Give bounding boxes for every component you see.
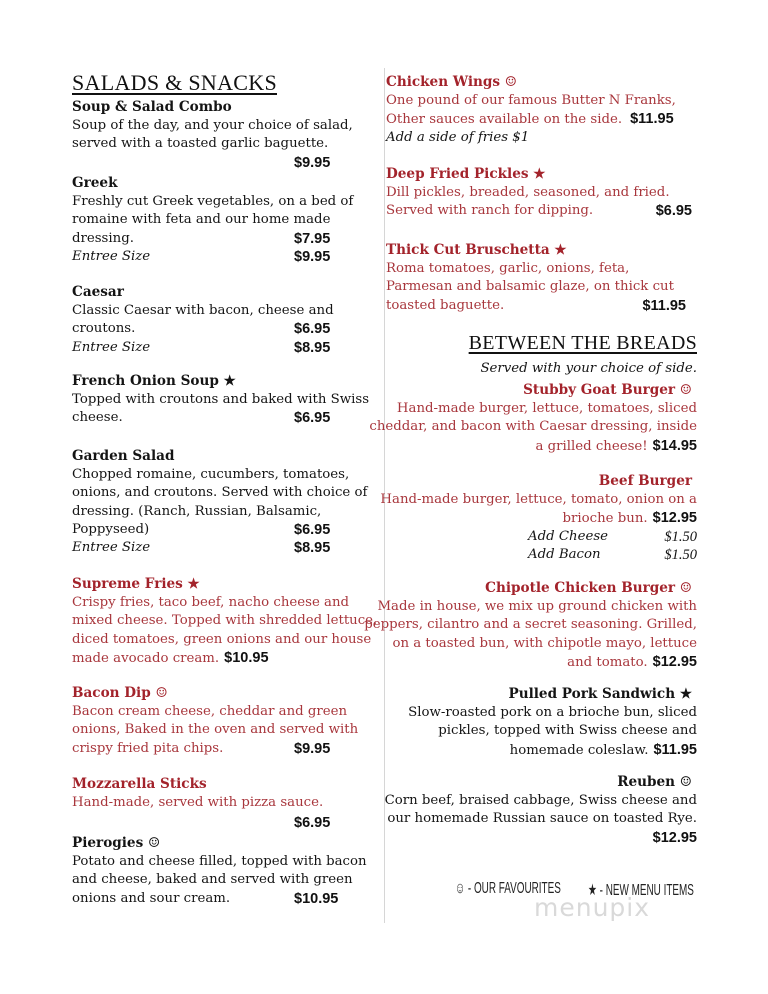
menu-item-description: cheddar, and bacon with Caesar dressing, inside	[369, 419, 697, 435]
menu-item-line	[397, 400, 697, 418]
menu-item-name: Reuben ☺	[617, 774, 692, 790]
menu-item-name: Pulled Pork Sandwich ★	[508, 686, 692, 702]
menu-item-name: Chipotle Chicken Burger ☺	[485, 580, 692, 596]
menu-item-description: Entree Size	[72, 248, 151, 264]
menu-item-line	[72, 721, 358, 739]
menu-item-description: Soup of the day, and your choice of salad,	[72, 118, 353, 133]
menu-item-description: Made in house, we mix up ground chicken with	[377, 599, 697, 614]
menu-item-line	[72, 539, 150, 557]
menu-item-description: Entree Size	[72, 339, 151, 355]
menu-item-name: Supreme Fries ★	[72, 576, 200, 592]
menu-item-description: Hand-made burger, lettuce, tomatoes, sliced	[396, 401, 697, 416]
menu-item-line	[72, 871, 353, 889]
menu-item-description: onions and sour cream.	[72, 890, 231, 906]
menu-item-line	[438, 722, 697, 740]
menu-item-description: croutons.	[72, 321, 136, 337]
menu-item-line	[386, 260, 629, 278]
menu-item-price: $8.95	[294, 339, 331, 356]
menu-item-line	[653, 829, 697, 847]
menu-item-line	[387, 810, 697, 828]
menu-item-description: a grilled cheese!	[535, 438, 648, 454]
menu-item-line	[567, 653, 697, 671]
menu-item-description: and tomato.	[567, 654, 648, 670]
menu-item-line	[386, 202, 593, 220]
menu-item-description: Hand-made, served with pizza sauce.	[72, 795, 324, 810]
menu-item-line	[510, 741, 697, 759]
menu-item-price: $10.95	[224, 649, 269, 666]
menu-item-description: cheese.	[72, 410, 123, 426]
menu-item-price: $6.95	[294, 321, 331, 338]
menu-item-description: Classic Caesar with bacon, cheese and	[72, 303, 334, 318]
menu-item-line	[385, 792, 697, 810]
menu-item-description: Potato and cheese filled, topped with bacon	[72, 854, 367, 869]
menu-item-line	[72, 703, 347, 721]
menu-item-line	[72, 320, 135, 338]
menu-item-price: $9.95	[294, 248, 331, 265]
menu-item-line	[72, 248, 150, 266]
menu-item-description: Roma tomatoes, garlic, onions, feta,	[386, 261, 630, 276]
menu-item-line	[72, 794, 323, 812]
menu-item-line	[72, 890, 230, 908]
menu-item-description: Topped with croutons and baked with Swiss	[72, 392, 370, 407]
menu-item-description: Freshly cut Greek vegetables, on a bed of	[72, 194, 354, 209]
section-title-salads-snacks: SALADS & SNACKS	[72, 70, 277, 95]
menu-item-line	[392, 635, 697, 653]
menu-item-description: Dill pickles, breaded, seasoned, and fried.	[386, 185, 670, 200]
menu-item-description: homemade coleslaw.	[509, 742, 649, 758]
menu-item-description: One pound of our famous Butter N Franks,	[386, 93, 676, 108]
menu-item-line	[380, 491, 697, 509]
menu-item-description: pickles, topped with Swiss cheese and	[438, 723, 697, 739]
menu-item-description: mixed cheese. Topped with shredded lettuce,	[72, 613, 378, 629]
menu-item-description: our homemade Russian sauce on toasted Rye.	[387, 811, 697, 827]
menu-item-description: Corn beef, braised cabbage, Swiss cheese and	[384, 793, 697, 808]
menu-item-description: Entree Size	[72, 540, 151, 556]
menu-item-description: onions, and croutons. Served with choice of	[72, 485, 368, 501]
menu-item-description: on a toasted bun, with chipotle mayo, lettuce	[392, 635, 697, 651]
menu-item-line	[364, 616, 697, 634]
menu-item-price: $11.95	[642, 297, 686, 314]
menu-item-price: $10.95	[294, 890, 339, 907]
menu-item-description: Hand-made burger, lettuce, tomato, onion on a	[380, 492, 697, 507]
menu-item-price: $6.95	[294, 815, 331, 832]
menu-item-line	[72, 302, 334, 320]
menu-item-price: $9.95	[294, 740, 331, 757]
menu-item-option: Add Cheese	[528, 528, 609, 544]
menu-item-description: Parmesan and balsamic glaze, on thick cut	[386, 279, 674, 295]
menu-item-line	[408, 704, 697, 722]
menu-item-line	[386, 278, 674, 296]
menu-item-description: made avocado cream.	[72, 650, 220, 666]
menu-item-price: $12.95	[652, 653, 697, 670]
menu-item-line	[386, 129, 529, 147]
menu-item-line	[386, 92, 676, 110]
menu-item-description: onions, Baked in the oven and served with	[72, 722, 359, 738]
menu-item-name: Greek	[72, 175, 118, 191]
menu-item-price: $14.95	[652, 437, 697, 454]
menu-item-description: dressing.	[72, 230, 134, 246]
menu-item-description: crispy fried pita chips.	[72, 740, 224, 756]
section-subtitle: Served with your choice of side.	[480, 361, 697, 376]
menu-item-name: Garden Salad	[72, 448, 175, 464]
menu-item-line	[72, 409, 123, 427]
menu-item-line	[535, 437, 697, 455]
menu-item-name: Stubby Goat Burger ☺	[523, 382, 692, 398]
menu-item-line	[72, 521, 149, 539]
menu-item-name: Bacon Dip ☺	[72, 685, 168, 701]
menu-item-option-price: $1.50	[664, 528, 697, 545]
menu-item-description: Served with ranch for dipping.	[386, 203, 594, 219]
menu-item-description: brioche bun.	[562, 511, 648, 527]
menu-item-name: Mozzarella Sticks	[72, 776, 207, 792]
legend-favourites: ☺ - OUR FAVOURITES	[455, 880, 561, 897]
menu-item-price: $9.95	[294, 154, 331, 171]
menu-item-line	[72, 649, 269, 667]
menu-item-price: $6.95	[294, 410, 331, 427]
menu-item-name: French Onion Soup ★	[72, 373, 236, 389]
section-title-between-the-breads: BETWEEN THE BREADS	[468, 332, 697, 354]
menu-item-line	[72, 484, 367, 502]
menu-item-line	[386, 110, 674, 128]
menu-item-line	[386, 297, 504, 315]
menu-item-line	[377, 598, 697, 616]
menu-item-name: Soup & Salad Combo	[72, 99, 232, 115]
menu-item-line	[72, 503, 321, 521]
menu-item-price: $6.95	[655, 203, 692, 220]
menu-item-description: peppers, cilantro and a secret seasoning. Grilled,	[364, 617, 697, 633]
menu-item-description: dressing. (Ranch, Russian, Balsamic,	[72, 503, 322, 519]
menu-item-description: served with a toasted garlic baguette.	[72, 136, 329, 152]
menu-item-line	[72, 612, 377, 630]
menu-item-description: diced tomatoes, green onions and our house	[72, 631, 372, 647]
legend-new-items: ★ - NEW MENU ITEMS	[588, 882, 694, 899]
menu-item-price: $6.95	[294, 521, 331, 538]
menu-item-line	[72, 391, 369, 409]
watermark: menupix	[534, 893, 651, 922]
menu-item-line	[72, 117, 353, 135]
menu-item-name: Thick Cut Bruschetta ★	[386, 242, 567, 258]
menu-item-line	[72, 193, 353, 211]
menu-item-line	[72, 135, 328, 153]
menu-item-price: $8.95	[294, 540, 331, 557]
menu-item-description: toasted baguette.	[386, 297, 505, 313]
menu-item-line	[369, 418, 697, 436]
menu-item-line	[72, 594, 349, 612]
menu-item-line	[72, 853, 367, 871]
menu-item-line	[72, 230, 134, 248]
menu-item-line	[386, 184, 670, 202]
menu-item-price: $11.95	[630, 111, 674, 128]
menu-item-line	[72, 631, 371, 649]
menu-item-price: $12.95	[652, 829, 697, 846]
menu-item-description: Bacon cream cheese, cheddar and green	[72, 704, 348, 719]
menu-item-name: Beef Burger	[598, 473, 692, 489]
menu-item-name: Chicken Wings ☺	[386, 74, 517, 90]
menu-item-name: Caesar	[72, 284, 124, 300]
menu-item-line	[72, 211, 330, 229]
menu-item-name: Pierogies ☺	[72, 835, 161, 851]
menu-item-option: Add Bacon	[528, 546, 601, 562]
menu-item-line	[72, 339, 150, 357]
menu-item-description: Chopped romaine, cucumbers, tomatoes,	[72, 467, 350, 482]
menu-item-name: Deep Fried Pickles ★	[386, 166, 546, 182]
menu-item-description: Poppyseed)	[72, 521, 150, 537]
menu-item-option-price: $1.50	[664, 546, 697, 563]
menu-item-description: Other sauces available on the side.	[386, 112, 623, 128]
menu-item-line	[72, 740, 223, 758]
menu-item-price: $7.95	[294, 230, 331, 247]
menu-item-description: and cheese, baked and served with green	[72, 872, 353, 888]
menu-item-price: $12.95	[652, 510, 697, 527]
menu-item-description: Slow-roasted pork on a brioche bun, sliced	[408, 705, 697, 720]
menu-item-price: $11.95	[653, 741, 697, 758]
menu-item-description: romaine with feta and our home made	[72, 212, 331, 228]
menu-item-description: Add a side of fries $1	[386, 129, 530, 145]
menu-item-description: Crispy fries, taco beef, nacho cheese and	[72, 595, 350, 610]
menu-item-line	[563, 509, 697, 527]
menu-item-line	[72, 466, 349, 484]
